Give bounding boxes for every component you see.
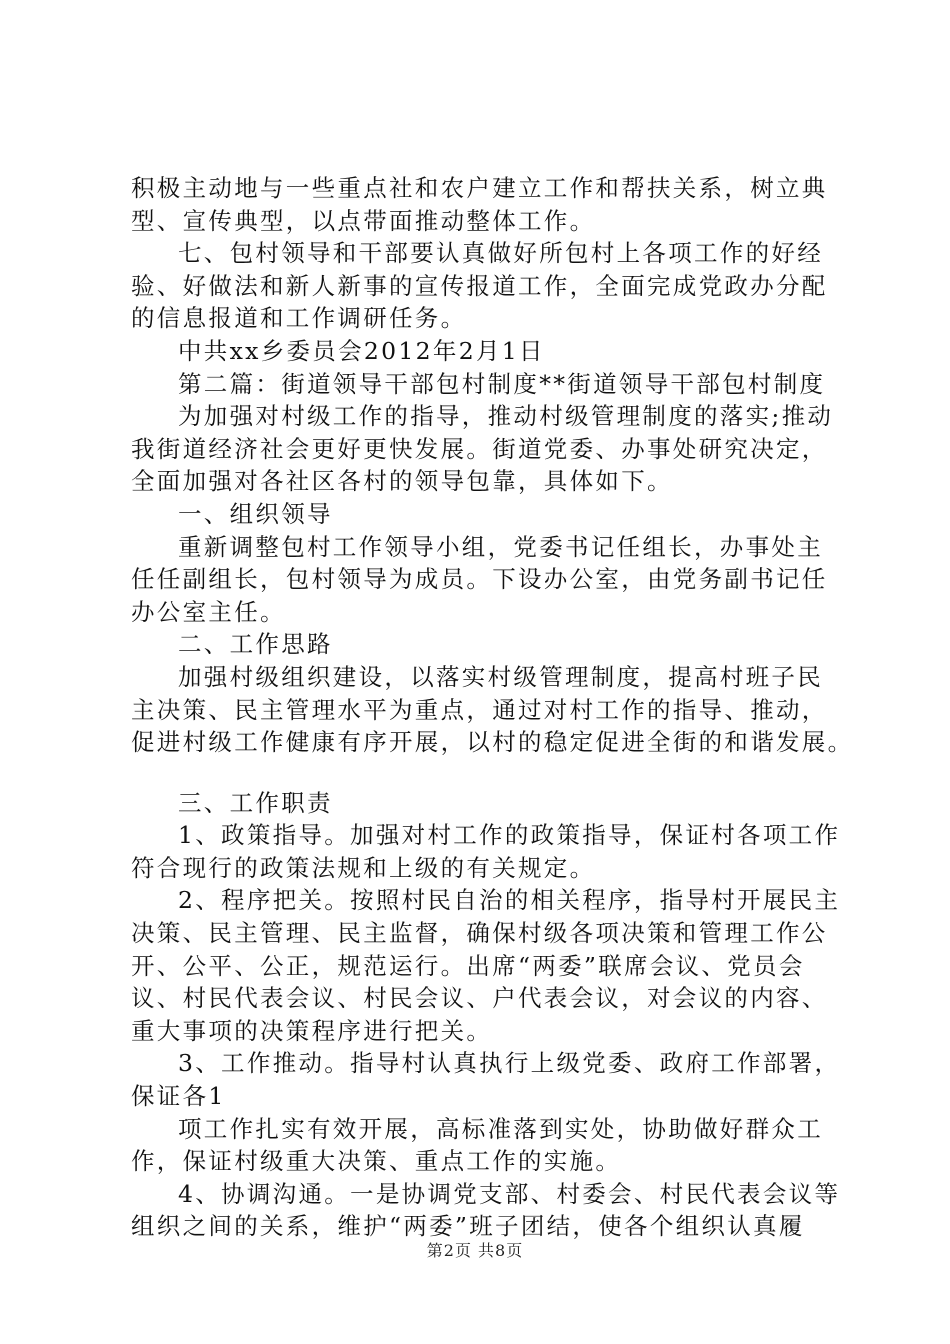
- text-line: 作，保证村级重大决策、重点工作的实施。: [131, 1147, 622, 1176]
- heading-line: 二、工作思路: [178, 630, 333, 659]
- paragraph-gap: [131, 759, 831, 787]
- text-line: 3、工作推动。指导村认真执行上级党委、政府工作部署，: [178, 1049, 841, 1078]
- heading-line: 三、工作职责: [178, 788, 333, 817]
- heading-line: 一、组织领导: [178, 499, 333, 528]
- text-line: 保证各1: [131, 1082, 226, 1111]
- text-line: 组织之间的关系，维护“两委”班子团结，使各个组织认真履: [131, 1212, 805, 1241]
- text-line: 决策、民主管理、民主监督，确保村级各项决策和管理工作公: [131, 919, 828, 948]
- text-line: 的信息报道和工作调研任务。: [131, 304, 467, 333]
- text-line: 符合现行的政策法规和上级的有关规定。: [131, 853, 596, 882]
- text-line: 2、程序把关。按照村民自治的相关程序，指导村开展民主: [178, 886, 841, 915]
- text-line: 积极主动地与一些重点社和农户建立工作和帮扶关系，树立典: [131, 174, 828, 202]
- text-line: 议、村民代表会议、村民会议、户代表会议，对会议的内容、: [131, 984, 828, 1013]
- text-line: 七、包村领导和干部要认真做好所包村上各项工作的好经: [178, 239, 823, 268]
- section-title: 第二篇：街道领导干部包村制度**街道领导干部包村制度: [178, 369, 826, 398]
- document-body: [131, 172, 854, 1243]
- text-line: 重新调整包村工作领导小组，党委书记任组长，办事处主: [178, 532, 823, 561]
- signature-line: 中共xx乡委员会2012年2月1日: [178, 336, 545, 365]
- text-line: 全面加强对各社区各村的领导包靠，具体如下。: [131, 467, 673, 496]
- text-line: 促进村级工作健康有序开展，以村的稳定促进全街的和谐发展。: [131, 728, 854, 757]
- text-line: 任任副组长，包村领导为成员。下设办公室，由党务副书记任: [131, 565, 828, 594]
- text-line: 加强村级组织建设，以落实村级管理制度，提高村班子民: [178, 662, 823, 691]
- text-line: 开、公平、公正，规范运行。出席“两委”联席会议、党员会: [131, 951, 805, 980]
- text-line: 我街道经济社会更好更快发展。街道党委、办事处研究决定，: [131, 434, 828, 463]
- text-line: 为加强对村级工作的指导，推动村级管理制度的落实;推动: [178, 402, 834, 431]
- text-line: 验、好做法和新人新事的宣传报道工作，全面完成党政办分配: [131, 271, 828, 300]
- text-line: 1、政策指导。加强对村工作的政策指导，保证村各项工作: [178, 821, 841, 850]
- page-footer: 第2页 共8页: [426, 1241, 524, 1260]
- text-line: 4、协调沟通。一是协调党支部、村委会、村民代表会议等: [178, 1179, 841, 1208]
- text-line: 项工作扎实有效开展，高标准落到实处，协助做好群众工: [178, 1114, 823, 1143]
- text-line: 型、宣传典型，以点带面推动整体工作。: [131, 206, 596, 235]
- text-line: 办公室主任。: [131, 597, 286, 626]
- text-line: 主决策、民主管理水平为重点，通过对村工作的指导、推动，: [131, 695, 828, 724]
- text-line: 重大事项的决策程序进行把关。: [131, 1016, 493, 1045]
